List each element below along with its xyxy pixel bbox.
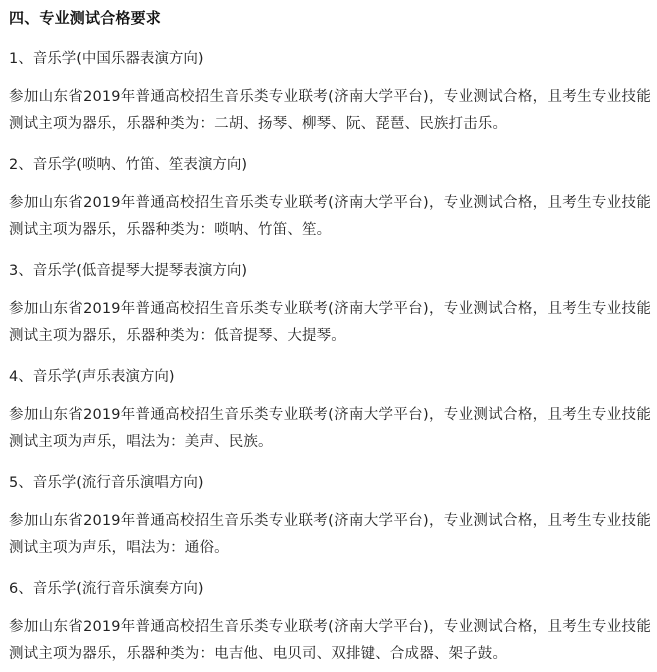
item-body-4: 参加山东省2019年普通高校招生音乐类专业联考(济南大学平台)，专业测试合格，且考生专业技能测试主项为声乐，唱法为：美声、民族。 bbox=[9, 407, 651, 450]
item-body-3: 参加山东省2019年普通高校招生音乐类专业联考(济南大学平台)，专业测试合格，且考生专业技能测试主项为器乐，乐器种类为：低音提琴、大提琴。 bbox=[9, 301, 651, 344]
item-title-5: 5、音乐学(流行音乐演唱方向) bbox=[9, 475, 204, 491]
item-body-5: 参加山东省2019年普通高校招生音乐类专业联考(济南大学平台)，专业测试合格，且考生专业技能测试主项为声乐，唱法为：通俗。 bbox=[9, 513, 651, 556]
section-heading: 四、专业测试合格要求 bbox=[9, 9, 162, 27]
item-body-2: 参加山东省2019年普通高校招生音乐类专业联考(济南大学平台)，专业测试合格，且考生专业技能测试主项为器乐，乐器种类为：唢呐、竹笛、笙。 bbox=[9, 195, 651, 238]
item-title-6: 6、音乐学(流行音乐演奏方向) bbox=[9, 581, 204, 597]
item-title-4: 4、音乐学(声乐表演方向) bbox=[9, 369, 175, 385]
item-body-1: 参加山东省2019年普通高校招生音乐类专业联考(济南大学平台)，专业测试合格，且考生专业技能测试主项为器乐，乐器种类为：二胡、扬琴、柳琴、阮、琵琶、民族打击乐。 bbox=[9, 89, 651, 132]
item-title-3: 3、音乐学(低音提琴大提琴表演方向) bbox=[9, 263, 248, 279]
item-body-6: 参加山东省2019年普通高校招生音乐类专业联考(济南大学平台)，专业测试合格，且考生专业技能测试主项为器乐，乐器种类为：电吉他、电贝司、双排键、合成器、架子鼓。 bbox=[9, 619, 651, 662]
item-title-1: 1、音乐学(中国乐器表演方向) bbox=[9, 51, 204, 67]
item-title-2: 2、音乐学(唢呐、竹笛、笙表演方向) bbox=[9, 157, 248, 173]
